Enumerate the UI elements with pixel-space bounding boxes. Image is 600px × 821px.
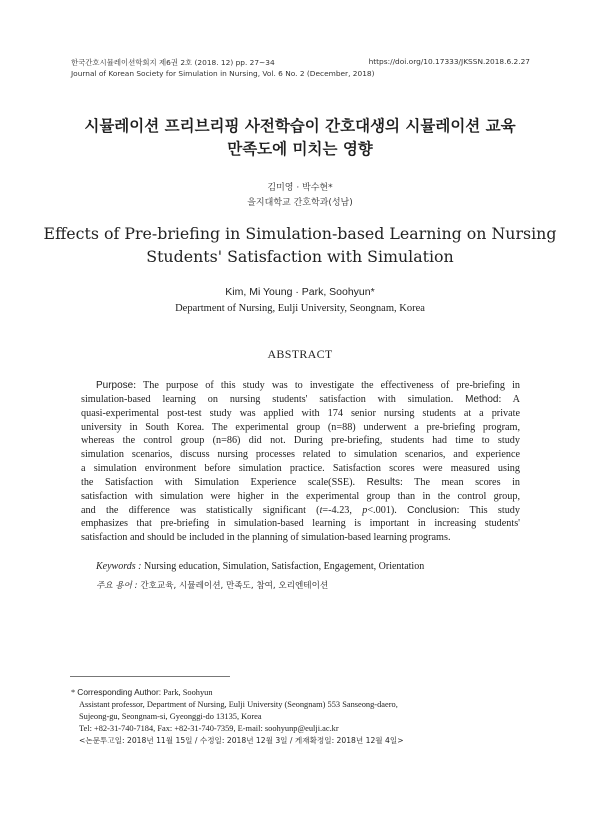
journal-korean-citation: 한국간호시뮬레이션학회지 제6권 2호 (2018. 12) pp. 27~34: [71, 58, 275, 67]
abstract-line: Purpose: The purpose of this study was to investigate the effectiveness of pre-briefing in: [96, 380, 520, 391]
english-authors: Kim, Mi Young · Park, Soohyun*: [225, 286, 375, 298]
doi-link[interactable]: https://doi.org/10.17333/JKSSN.2018.6.2.27: [368, 57, 530, 66]
english-affiliation: Department of Nursing, Eulji University, Seongnam, Korea: [175, 303, 425, 314]
keywords-label: Keywords :: [96, 561, 142, 572]
conclusion-label: Conclusion: [407, 504, 457, 516]
footnote-contact-line: Tel: +82-31-740-7184, Fax: +82-31-740-7359, E-mail: soohyunp@eulji.ac.kr: [79, 724, 339, 734]
footnote-dates-line: <논문투고일: 2018년 11월 15일 / 수정일: 2018년 12월 3일 / 게재확정일: 2018년 12월 4일>: [79, 736, 404, 746]
footnote-divider: [70, 676, 230, 677]
abstract-body: [81, 379, 520, 545]
footnote-line: Sujeong-gu, Seongnam-si, Gyeonggi-do 13135, Korea: [79, 712, 262, 722]
abstract-line: university in South Korea. The experimental group (n=88) underwent a pre-briefing program,: [81, 421, 520, 433]
korean-title-line1: 시뮬레이션 프리브리핑 사전학습이 간호대생의 시뮬레이션 교육: [84, 117, 516, 135]
korean-authors: 김미영 · 박수현*: [267, 183, 333, 193]
purpose-label: Purpose: [96, 380, 134, 391]
english-title-line1: Effects of Pre-briefing in Simulation-based Learning on Nursing: [43, 224, 557, 243]
abstract-line: satisfaction with simulation were higher in the experimental group than in the control group,: [81, 490, 520, 502]
abstract-line: and the difference was statistically significant (t=-4.23, p<.001). Conclusion: This study: [81, 504, 520, 516]
results-label: Results: [366, 476, 400, 488]
abstract-line: emphasizes that pre-briefing in simulation-based learning is important in increasing students': [81, 518, 520, 530]
korean-keywords-label: 주요 용어 :: [96, 581, 138, 591]
abstract-line: whereas the control group (n=86) did not. During pre-briefing, students had time to study: [81, 435, 520, 447]
korean-keywords: [96, 579, 328, 591]
corresponding-author-footnote: [71, 686, 404, 747]
corresponding-author-label: Corresponding Author:: [77, 687, 162, 697]
abstract-line: the Satisfaction with Simulation Experience scale(SSE). Results: The mean scores in: [81, 476, 520, 488]
korean-title-line2: 만족도에 미치는 영향: [227, 140, 373, 158]
abstract-line: a simulation environment before simulation practice. Satisfaction scores were measured using: [81, 463, 520, 475]
journal-english-citation: Journal of Korean Society for Simulation in Nursing, Vol. 6 No. 2 (December, 2018): [71, 69, 375, 78]
english-title-line2: Students' Satisfaction with Simulation: [146, 247, 454, 266]
english-keywords: [96, 561, 424, 572]
method-label: Method: [465, 393, 499, 405]
corresponding-author-name: Park, Soohyun: [163, 688, 213, 697]
abstract-heading: ABSTRACT: [267, 347, 333, 361]
abstract-line: simulation-based learning on nursing students' satisfaction with simulation. Method: A: [81, 393, 521, 405]
abstract-line: simulation scenarios, discuss nursing processes related to simulation scenarios, and experience: [81, 449, 520, 461]
keywords-values: Nursing education, Simulation, Satisfaction, Engagement, Orientation: [143, 561, 425, 572]
abstract-line: quasi-experimental post-test study was applied with 174 senior nursing students at a private: [81, 407, 520, 419]
korean-affiliation: 을지대학교 간호학과(성남): [247, 198, 353, 208]
abstract-line: satisfaction and should be included in the planning of simulation-based learning programs.: [81, 532, 451, 544]
korean-keywords-values: 간호교육, 시뮬레이션, 만족도, 참여, 오리엔테이션: [140, 581, 329, 591]
footnote-line: Assistant professor, Department of Nursing, Eulji University (Seongnam) 553 Sanseong-daero,: [79, 700, 398, 710]
footnote-line: * Corresponding Author: Park, Soohyun: [71, 687, 213, 697]
